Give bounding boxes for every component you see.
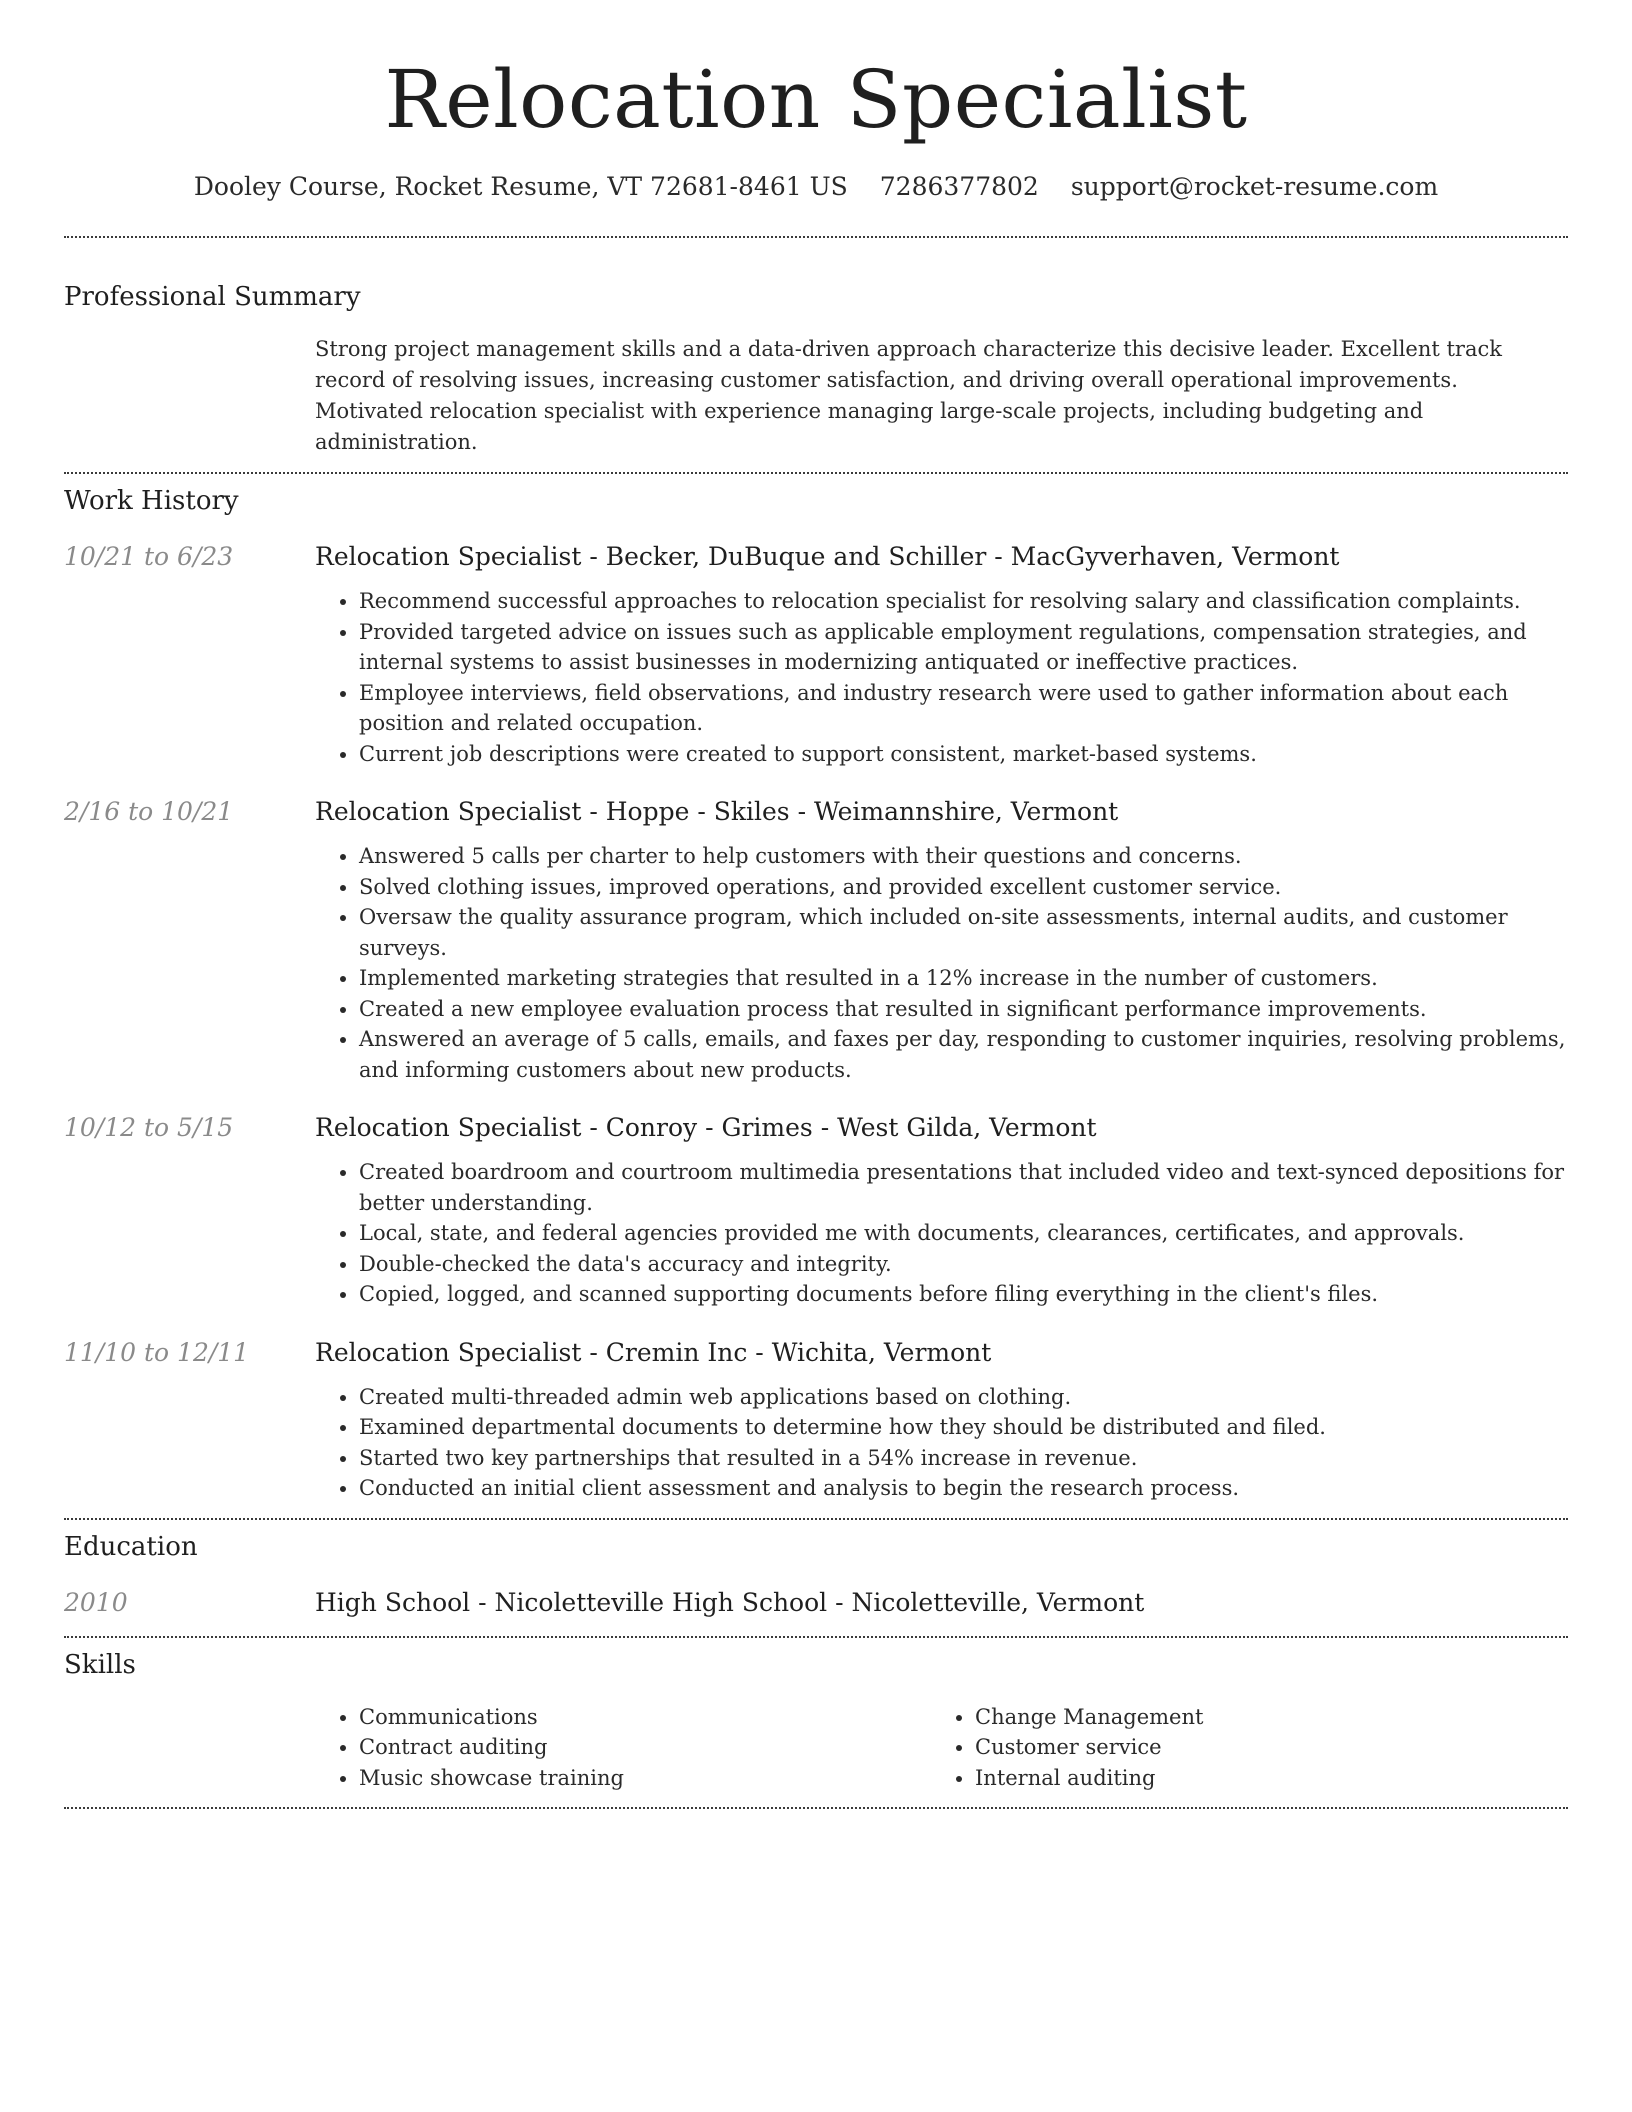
job-dates: 10/21 to 6/23: [64, 542, 234, 571]
skill-item: • Internal auditing: [975, 1763, 1547, 1794]
job-dates: 11/10 to 12/11: [64, 1337, 250, 1367]
contact-line: [64, 170, 1568, 204]
skills-column-left: [315, 1702, 931, 1794]
section-work-history: [64, 474, 1568, 1504]
job-entry: [64, 1336, 1568, 1504]
skills-title: Skills: [64, 1649, 136, 1680]
job-bullet: • Conducted an initial client assessment and analysis to begin the research process.: [359, 1473, 1568, 1504]
education-entry: [64, 1586, 1568, 1620]
skill-item: • Music showcase training: [359, 1763, 931, 1794]
job-bullet: • Copied, logged, and scanned supporting documents before filing everything in the client's files.: [359, 1279, 1568, 1310]
job-bullets: [315, 586, 1568, 769]
job-body: [315, 540, 1568, 769]
section-skills: [64, 1638, 1568, 1794]
job-bullet: • Created multi-threaded admin web applications based on clothing.: [359, 1382, 1568, 1413]
contact-email: support@rocket-resume.com: [1070, 172, 1439, 201]
job-bullet: • Provided targeted advice on issues such as applicable employment regulations, compensation strategies, and internal systems to assist businesses in modernizing antiquated or ineffective practices.: [359, 617, 1568, 678]
job-entry: [64, 795, 1568, 1085]
job-entry: [64, 540, 1568, 769]
resume-header: [64, 0, 1568, 204]
skill-item: • Contract auditing: [359, 1732, 931, 1763]
job-bullet: • Double-checked the data's accuracy and integrity.: [359, 1249, 1568, 1280]
skill-item: • Customer service: [975, 1732, 1547, 1763]
job-dates: 2/16 to 10/21: [64, 797, 234, 826]
job-bullet: • Answered 5 calls per charter to help customers with their questions and concerns.: [359, 841, 1568, 872]
candidate-name: Relocation Specialist: [384, 53, 1248, 146]
job-bullet: • Recommend successful approaches to relocation specialist for resolving salary and classification complaints.: [359, 586, 1568, 617]
job-bullet: • Solved clothing issues, improved operations, and provided excellent customer service.: [359, 872, 1568, 903]
job-body: [315, 1336, 1568, 1504]
job-entry: [64, 1111, 1568, 1310]
education-detail: High School - Nicoletteville High School - Nicoletteville, Vermont: [315, 1587, 1145, 1617]
job-list: [64, 540, 1568, 1504]
job-bullets: [315, 1157, 1568, 1310]
job-bullet: • Oversaw the quality assurance program, which included on-site assessments, internal audits, and customer surveys.: [359, 902, 1568, 963]
skills-column-right: [931, 1702, 1547, 1794]
job-body: [315, 1111, 1568, 1310]
job-dates: 10/12 to 5/15: [64, 1113, 234, 1142]
job-bullet: • Current job descriptions were created to support consistent, market-based systems.: [359, 739, 1568, 770]
summary-text: Strong project management skills and a data-driven approach characterize this decisive leader. Excellent track record of resolving issues, increasing customer satisfaction, and driving overall operational improvements. Motivated relocation specialist with experience managing large-scale projects, including budgeting and administration.: [315, 337, 1502, 454]
divider-skills: [64, 1807, 1568, 1809]
job-title: Relocation Specialist - Becker, DuBuque and Schiller - MacGyverhaven, Vermont: [315, 542, 1340, 571]
job-bullets: [315, 841, 1568, 1085]
job-bullet: • Started two key partnerships that resulted in a 54% increase in revenue.: [359, 1443, 1568, 1474]
section-summary: [64, 238, 1568, 458]
job-bullets: [315, 1382, 1568, 1504]
job-title: Relocation Specialist - Conroy - Grimes - West Gilda, Vermont: [315, 1113, 1097, 1142]
skill-item: • Change Management: [975, 1702, 1547, 1733]
work-history-title: Work History: [64, 486, 239, 516]
summary-title: Professional Summary: [64, 282, 361, 312]
section-education: [64, 1520, 1568, 1620]
contact-phone: 7286377802: [879, 172, 1039, 201]
job-bullet: • Employee interviews, field observations, and industry research were used to gather information about each position and related occupation.: [359, 678, 1568, 739]
contact-address: Dooley Course, Rocket Resume, VT 72681-8461 US: [193, 172, 848, 201]
job-bullet: • Created boardroom and courtroom multimedia presentations that included video and text-synced depositions for better understanding.: [359, 1157, 1568, 1218]
job-bullet: • Created a new employee evaluation process that resulted in significant performance improvements.: [359, 994, 1568, 1025]
education-year: 2010: [64, 1587, 128, 1617]
job-body: [315, 795, 1568, 1085]
job-title: Relocation Specialist - Hoppe - Skiles - Weimannshire, Vermont: [315, 797, 1119, 826]
job-title: Relocation Specialist - Cremin Inc - Wichita, Vermont: [315, 1337, 992, 1367]
job-bullet: • Implemented marketing strategies that resulted in a 12% increase in the number of customers.: [359, 963, 1568, 994]
job-bullet: • Examined departmental documents to determine how they should be distributed and filed.: [359, 1412, 1568, 1443]
job-bullet: • Answered an average of 5 calls, emails, and faxes per day, responding to customer inquiries, resolving problems, and informing customers about new products.: [359, 1024, 1568, 1085]
skill-item: • Communications: [359, 1702, 931, 1733]
skills-grid: [315, 1702, 1568, 1794]
job-bullet: • Local, state, and federal agencies provided me with documents, clearances, certificates, and approvals.: [359, 1218, 1568, 1249]
education-title: Education: [64, 1531, 198, 1562]
